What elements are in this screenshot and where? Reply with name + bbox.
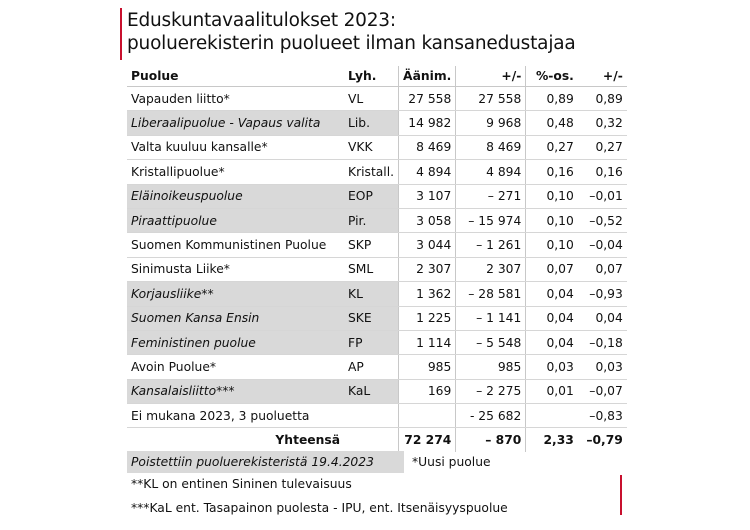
total-label: Yhteensä: [275, 433, 340, 448]
header-abbr: Lyh.: [344, 66, 399, 87]
votes-diff-cell: 2 307: [456, 257, 526, 281]
party-name: Vapauden liitto*: [127, 87, 344, 111]
table-row: [127, 330, 627, 354]
table-row: [127, 355, 627, 379]
table-row: [127, 160, 627, 184]
table-row: [127, 404, 627, 428]
votes-diff-cell: – 15 974: [456, 208, 526, 232]
footnote-new-party: *Uusi puolue: [412, 455, 491, 469]
table-row: [127, 379, 627, 403]
pct-diff-cell: 0,04: [578, 306, 627, 330]
votes-cell: 2 307: [399, 257, 456, 281]
title-line-2: puoluerekisterin puolueet ilman kansanedustajaa: [127, 33, 576, 54]
party-name: Kristallipuolue*: [127, 160, 344, 184]
footnote-kal: ***KaL ent. Tasapainon puolesta - IPU, ent. Itsenäisyyspuolue: [131, 501, 508, 515]
party-abbr: Pir.: [344, 208, 399, 232]
votes-cell: 169: [399, 379, 456, 403]
pct-diff-cell: –0,01: [578, 184, 627, 208]
party-abbr: SKP: [344, 233, 399, 257]
total-diff: – 870: [456, 428, 526, 452]
party-name: Korjausliike**: [127, 282, 344, 306]
results-body: [127, 87, 627, 428]
table-row: [127, 87, 627, 111]
header-pct: %-os.: [526, 66, 578, 87]
party-name: Suomen Kommunistinen Puolue: [127, 233, 344, 257]
party-abbr: AP: [344, 355, 399, 379]
pct-cell: 0,16: [526, 160, 578, 184]
votes-cell: 1 114: [399, 330, 456, 354]
pct-cell: 0,27: [526, 135, 578, 159]
pct-cell: 0,10: [526, 184, 578, 208]
table-row: [127, 208, 627, 232]
votes-diff-cell: – 28 581: [456, 282, 526, 306]
pct-cell: 0,10: [526, 233, 578, 257]
votes-cell: 985: [399, 355, 456, 379]
table-row: [127, 135, 627, 159]
party-abbr: VKK: [344, 135, 399, 159]
pct-diff-cell: –0,04: [578, 233, 627, 257]
votes-diff-cell: 4 894: [456, 160, 526, 184]
party-name: Feministinen puolue: [127, 330, 344, 354]
votes-diff-cell: 27 558: [456, 87, 526, 111]
votes-cell: 3 107: [399, 184, 456, 208]
total-pct-diff: –0,79: [586, 433, 623, 448]
party-abbr: FP: [344, 330, 399, 354]
total-row: [127, 428, 627, 452]
party-abbr: SML: [344, 257, 399, 281]
pct-diff-cell: –0,18: [578, 330, 627, 354]
pct-cell: 0,04: [526, 330, 578, 354]
votes-cell: 3 044: [399, 233, 456, 257]
pct-cell: 0,10: [526, 208, 578, 232]
table-row: [127, 233, 627, 257]
title-accent-bar: [120, 8, 122, 60]
votes-cell: [399, 404, 456, 428]
pct-cell: 0,03: [526, 355, 578, 379]
party-abbr: SKE: [344, 306, 399, 330]
total-abbr-empty: [344, 428, 399, 452]
footnote-removed: Poistettiin puoluerekisteristä 19.4.2023: [127, 451, 404, 473]
table-row: [127, 184, 627, 208]
party-abbr: KL: [344, 282, 399, 306]
title-line-1: Eduskuntavaalitulokset 2023:: [127, 10, 396, 31]
votes-diff-cell: 9 968: [456, 111, 526, 135]
pct-diff-cell: 0,16: [578, 160, 627, 184]
votes-cell: 27 558: [399, 87, 456, 111]
table-row: [127, 257, 627, 281]
party-abbr: [344, 404, 399, 428]
pct-diff-cell: –0,07: [578, 379, 627, 403]
party-name: Piraattipuolue: [127, 208, 344, 232]
votes-diff-cell: 985: [456, 355, 526, 379]
bottom-accent-bar: [620, 475, 622, 515]
pct-diff-cell: 0,03: [578, 355, 627, 379]
footnote-kl: **KL on entinen Sininen tulevaisuus: [131, 477, 352, 491]
table-row: [127, 306, 627, 330]
votes-diff-cell: - 25 682: [456, 404, 526, 428]
votes-cell: 3 058: [399, 208, 456, 232]
votes-diff-cell: – 271: [456, 184, 526, 208]
header-diff: +/-: [456, 66, 526, 87]
pct-cell: 0,01: [526, 379, 578, 403]
party-name: Valta kuuluu kansalle*: [127, 135, 344, 159]
votes-diff-cell: – 5 548: [456, 330, 526, 354]
table-row: [127, 111, 627, 135]
pct-diff-cell: –0,83: [578, 404, 627, 428]
votes-cell: 1 225: [399, 306, 456, 330]
header-pct-diff: +/-: [578, 66, 627, 87]
pct-diff-cell: 0,27: [578, 135, 627, 159]
header-votes: Äänim.: [399, 66, 456, 87]
party-name: Liberaalipuolue - Vapaus valita: [127, 111, 344, 135]
votes-diff-cell: – 2 275: [456, 379, 526, 403]
pct-diff-cell: 0,32: [578, 111, 627, 135]
votes-diff-cell: – 1 261: [456, 233, 526, 257]
pct-cell: 0,04: [526, 282, 578, 306]
votes-cell: 1 362: [399, 282, 456, 306]
pct-cell: 0,04: [526, 306, 578, 330]
pct-cell: 0,07: [526, 257, 578, 281]
pct-diff-cell: 0,89: [578, 87, 627, 111]
total-pct: 2,33: [526, 428, 578, 452]
pct-cell: 0,48: [526, 111, 578, 135]
party-abbr: Lib.: [344, 111, 399, 135]
votes-cell: 14 982: [399, 111, 456, 135]
pct-diff-cell: –0,52: [578, 208, 627, 232]
party-name: Ei mukana 2023, 3 puoluetta: [127, 404, 344, 428]
party-abbr: KaL: [344, 379, 399, 403]
votes-cell: 8 469: [399, 135, 456, 159]
title-block: [127, 9, 607, 55]
party-name: Eläinoikeuspuolue: [127, 184, 344, 208]
party-name: Kansalaisliitto***: [127, 379, 344, 403]
pct-diff-cell: 0,07: [578, 257, 627, 281]
votes-cell: 4 894: [399, 160, 456, 184]
results-table: [127, 66, 627, 452]
header-row: [127, 66, 627, 87]
party-abbr: VL: [344, 87, 399, 111]
total-votes: 72 274: [399, 428, 456, 452]
votes-diff-cell: 8 469: [456, 135, 526, 159]
party-abbr: Kristall.: [344, 160, 399, 184]
pct-cell: 0,89: [526, 87, 578, 111]
party-abbr: EOP: [344, 184, 399, 208]
votes-diff-cell: – 1 141: [456, 306, 526, 330]
party-name: Avoin Puolue*: [127, 355, 344, 379]
table-row: [127, 282, 627, 306]
pct-cell: [526, 404, 578, 428]
header-party: Puolue: [127, 66, 344, 87]
pct-diff-cell: –0,93: [578, 282, 627, 306]
party-name: Sinimusta Liike*: [127, 257, 344, 281]
party-name: Suomen Kansa Ensin: [127, 306, 344, 330]
